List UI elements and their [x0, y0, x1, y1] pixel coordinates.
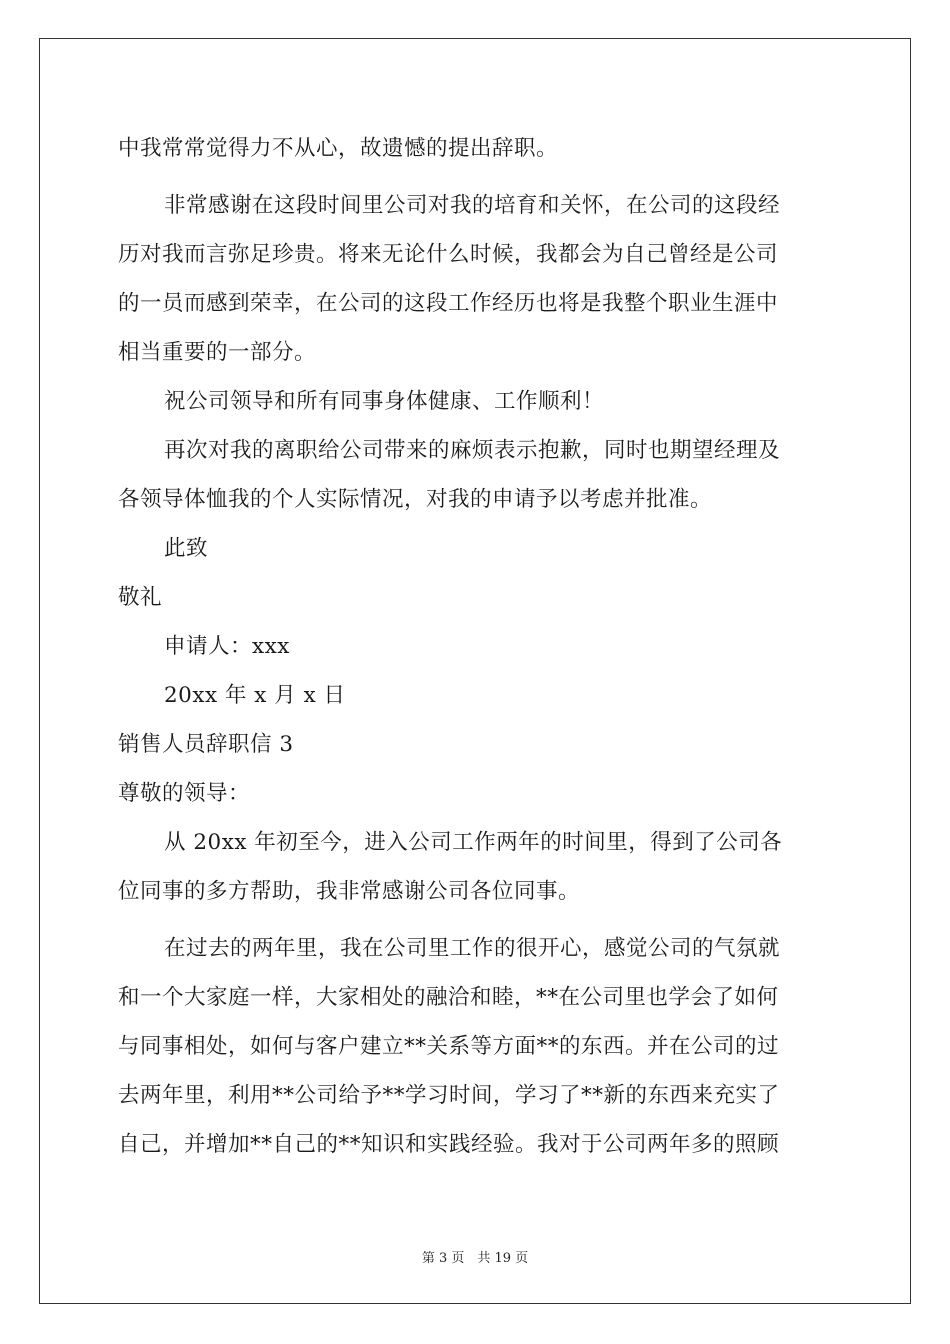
text-line: 在过去的两年里，我在公司里工作的很开心，感觉公司的气氛就 — [164, 936, 781, 961]
text-line: 再次对我的离职给公司带来的麻烦表示抱歉，同时也期望经理及 — [164, 438, 781, 463]
page-number: 第 3 页 共 19 页 — [421, 1251, 529, 1266]
salutation-closing: 此致 — [164, 536, 209, 561]
text-line: 的一员而感到荣幸，在公司的这段工作经历也将是我整个职业生涯中 — [118, 291, 779, 316]
text-line: 祝公司领导和所有同事身体健康、工作顺利！ — [164, 389, 605, 414]
document-body — [118, 124, 834, 1169]
text-line: 中我常常觉得力不从心，故遗憾的提出辞职。 — [118, 136, 559, 161]
text-line: 和一个大家庭一样，大家相处的融洽和睦，**在公司里也学会了如何 — [118, 985, 779, 1010]
text-line: 从 20xx 年初至今，进入公司工作两年的时间里，得到了公司各 — [164, 830, 783, 855]
applicant-line: 申请人：xxx — [164, 634, 290, 659]
text-line: 自己，并增加**自己的**知识和实践经验。我对于公司两年多的照顾 — [118, 1132, 780, 1157]
greeting-line: 尊敬的领导： — [118, 781, 251, 806]
text-line: 历对我而言弥足珍贵。将来无论什么时候，我都会为自己曾经是公司 — [118, 242, 779, 267]
text-line: 与同事相处，如何与客户建立**关系等方面**的东西。并在公司的过 — [118, 1034, 780, 1059]
section-title: 销售人员辞职信 3 — [118, 732, 294, 757]
text-line: 非常感谢在这段时间里公司对我的培育和关怀，在公司的这段经 — [164, 193, 781, 218]
text-line: 相当重要的一部分。 — [118, 340, 317, 365]
salutation-regards: 敬礼 — [118, 585, 163, 610]
date-line: 20xx 年 x 月 x 日 — [164, 683, 346, 708]
text-line: 位同事的多方帮助，我非常感谢公司各位同事。 — [118, 879, 581, 904]
text-line: 各领导体恤我的个人实际情况，对我的申请予以考虑并批准。 — [118, 487, 713, 512]
text-line: 去两年里，利用**公司给予**学习时间，学习了**新的东西来充实了 — [118, 1083, 780, 1108]
